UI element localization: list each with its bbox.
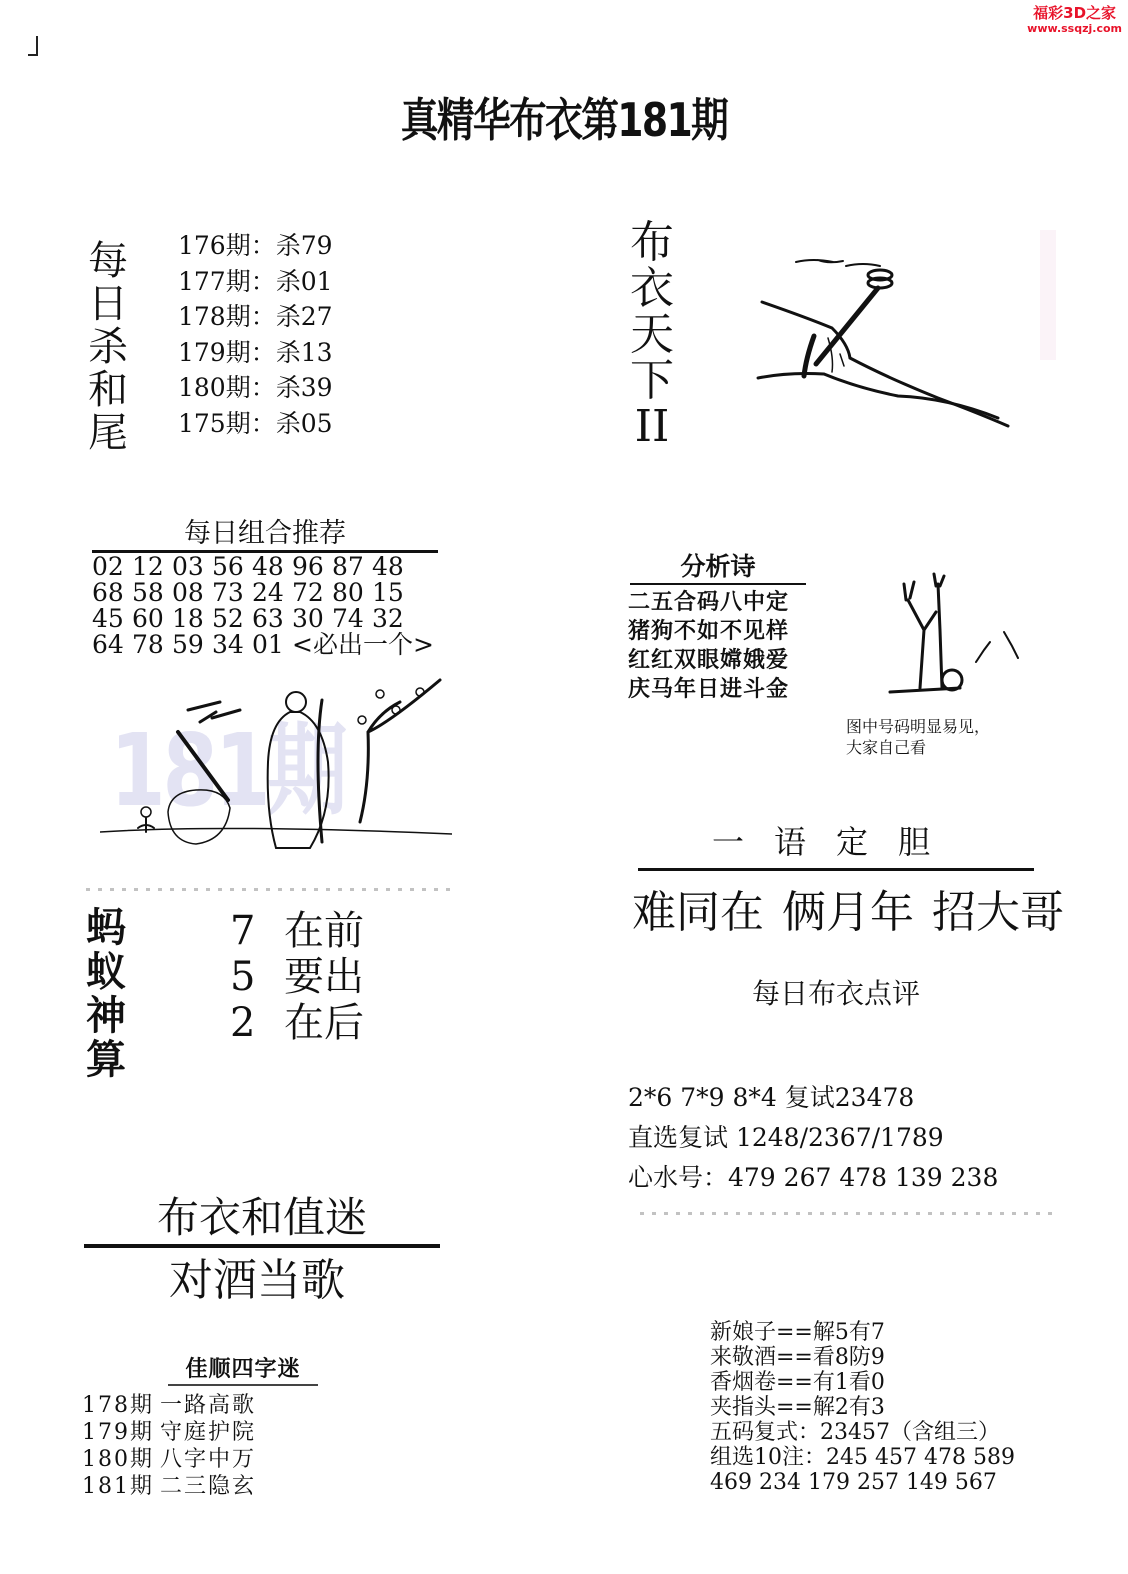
jiashun-row	[82, 1392, 256, 1419]
issue-watermark: 181期	[110, 712, 345, 829]
combo-note: <必出一个>	[292, 630, 434, 659]
combo-number: 72	[292, 578, 324, 607]
buyi-tianxia-label	[630, 217, 674, 452]
hezhi-riddle-answer: 对酒当歌	[169, 1255, 345, 1306]
hezhi-riddle-title: 布衣和值迷	[84, 1192, 440, 1248]
jiashun-riddle-lines	[82, 1392, 256, 1500]
ant-number: 7	[230, 908, 256, 954]
period: 179期	[82, 1420, 154, 1445]
analysis-poem-title: 分析诗	[630, 551, 806, 585]
poem-line: 庆马年日进斗金	[628, 676, 790, 702]
combo-number: 78	[132, 630, 164, 659]
riddle-text: 守庭护院	[160, 1420, 257, 1445]
ant-row	[230, 1000, 364, 1046]
divider	[640, 1212, 1056, 1215]
combo-number: 08	[172, 578, 204, 607]
kill-tail-list	[178, 228, 333, 441]
combo-number: 15	[372, 578, 404, 607]
daily-review-title: 每日布衣点评	[751, 977, 920, 1010]
ant-number: 5	[230, 954, 256, 1000]
value: 杀39	[275, 373, 333, 402]
combo-number: 56	[212, 552, 244, 581]
crane-sketch-image	[748, 248, 1048, 438]
combo-number: 74	[332, 604, 364, 633]
value: 杀13	[275, 337, 333, 367]
one-word-title: 一语定胆	[638, 822, 1034, 871]
label-char: 神	[86, 993, 126, 1039]
combo-number: 34	[212, 630, 244, 659]
logo-url: www.ssqzj.com	[1027, 22, 1122, 35]
label-char: 布	[630, 217, 674, 268]
kill-row	[178, 335, 333, 371]
riddle-answer-line: 五码复式：23457（含组三）	[710, 1420, 1000, 1445]
riddle-answer-line: 新娘子==解5有7	[710, 1320, 885, 1345]
logo-name: 福彩3D之家	[1033, 4, 1117, 22]
label-char: 算	[86, 1037, 126, 1083]
daily-combo-title: 每日组合推荐	[92, 518, 438, 553]
combo-number: 60	[132, 604, 164, 633]
combo-row	[92, 606, 412, 632]
caption-line: 图中号码明显易见，	[846, 717, 991, 736]
caption-line: 大家自己看	[846, 738, 927, 757]
period: 181期	[82, 1474, 154, 1499]
scholar-illustration-image	[100, 672, 452, 862]
combo-number: 58	[132, 578, 164, 607]
value: 杀01	[275, 266, 333, 296]
period: 180期	[82, 1447, 154, 1472]
label-char: 衣	[630, 263, 674, 314]
ant-text: 在后	[284, 1000, 364, 1046]
combo-number: 64	[92, 630, 124, 659]
ant-text: 在前	[284, 908, 364, 954]
combo-number: 87	[332, 552, 364, 581]
ant-calc-label	[86, 906, 126, 1082]
tree-sketch-image	[880, 570, 1040, 700]
label-char: 每	[88, 238, 128, 284]
page-title: 真精华布衣第181期	[400, 93, 728, 147]
combo-number: 01	[252, 630, 284, 659]
riddle-answer-line: 469 234 179 257 149 567	[710, 1470, 997, 1495]
corner-mark	[28, 36, 38, 56]
kill-row	[178, 264, 333, 300]
period: 178期：	[178, 302, 276, 331]
combo-number: 96	[292, 552, 324, 581]
combo-row	[92, 554, 412, 580]
kill-row	[178, 370, 333, 406]
label-char: 和	[88, 367, 128, 413]
review-line: 直选复试 1248/2367/1789	[628, 1123, 944, 1152]
jiashun-row	[82, 1419, 256, 1446]
combo-number: 59	[172, 630, 204, 659]
riddle-text: 一路高歌	[160, 1393, 257, 1418]
jiashun-riddle-title: 佳顺四字迷	[168, 1354, 318, 1386]
kill-row	[178, 406, 333, 442]
combo-number: 24	[252, 578, 284, 607]
period: 175期：	[178, 408, 276, 438]
label-char: 蚁	[86, 949, 126, 995]
combo-number: 63	[252, 604, 284, 633]
poem-line: 猪狗不如不见样	[628, 618, 790, 644]
review-line: 2*6 7*9 8*4 复试23478	[628, 1083, 915, 1112]
label-char: 天	[630, 309, 674, 360]
tree-caption	[846, 716, 990, 758]
label-char: 下	[630, 355, 674, 406]
riddle-answer-line: 香烟卷==有1看0	[710, 1370, 885, 1395]
ant-row	[230, 954, 364, 1000]
poem-line: 二五合码八中定	[628, 589, 790, 615]
combo-number: 48	[372, 552, 404, 581]
label-char: II	[634, 401, 670, 452]
value: 杀05	[275, 408, 333, 438]
site-logo	[1027, 4, 1122, 35]
combo-number: 73	[212, 578, 244, 607]
combo-number: 32	[372, 604, 404, 633]
combo-number: 48	[252, 552, 284, 581]
label-char: 杀	[88, 324, 128, 370]
divider	[86, 888, 452, 891]
jiashun-row	[82, 1446, 256, 1473]
ant-number: 2	[230, 1000, 256, 1046]
kill-tail-label	[88, 240, 128, 455]
combo-row	[92, 580, 412, 606]
riddle-answer-lines	[710, 1320, 1015, 1495]
period: 178期	[82, 1393, 154, 1418]
combo-row	[92, 630, 434, 659]
combo-number: 80	[332, 578, 364, 607]
label-char: 日	[88, 281, 128, 327]
riddle-text: 二三隐玄	[160, 1474, 257, 1499]
daily-review-lines	[628, 1078, 998, 1198]
period: 177期：	[178, 266, 276, 296]
label-char: 尾	[88, 410, 128, 456]
combo-number: 12	[132, 552, 164, 581]
combo-number: 30	[292, 604, 324, 633]
kill-row	[178, 228, 333, 264]
combo-number: 18	[172, 604, 204, 633]
label-char: 蚂	[86, 905, 126, 951]
analysis-poem-lines	[628, 588, 789, 704]
period: 179期：	[178, 337, 276, 367]
combo-number: 68	[92, 578, 124, 607]
kill-row	[178, 299, 333, 335]
value: 杀27	[275, 302, 333, 331]
period: 180期：	[178, 373, 276, 402]
ant-calc-rows	[230, 908, 364, 1046]
riddle-answer-line: 组选10注：245 457 478 589	[710, 1445, 1015, 1470]
period: 176期：	[178, 231, 276, 260]
value: 杀79	[275, 231, 333, 260]
ant-row	[230, 908, 364, 954]
daily-combo-grid	[92, 552, 434, 659]
ant-text: 要出	[284, 954, 364, 1000]
riddle-answer-line: 来敬酒==看8防9	[710, 1345, 885, 1370]
jiashun-row	[82, 1473, 256, 1500]
combo-number: 02	[92, 552, 124, 581]
riddle-answer-line: 夹指头==解2有3	[710, 1395, 885, 1420]
review-line: 心水号：479 267 478 139 238	[628, 1163, 999, 1192]
poem-line: 红红双眼嫦娥爱	[628, 647, 790, 673]
combo-number: 52	[212, 604, 244, 633]
combo-number: 45	[92, 604, 124, 633]
riddle-text: 八字中万	[160, 1447, 257, 1472]
combo-number: 03	[172, 552, 204, 581]
one-word-text: 难同在 俩月年 招大哥	[632, 887, 1064, 938]
